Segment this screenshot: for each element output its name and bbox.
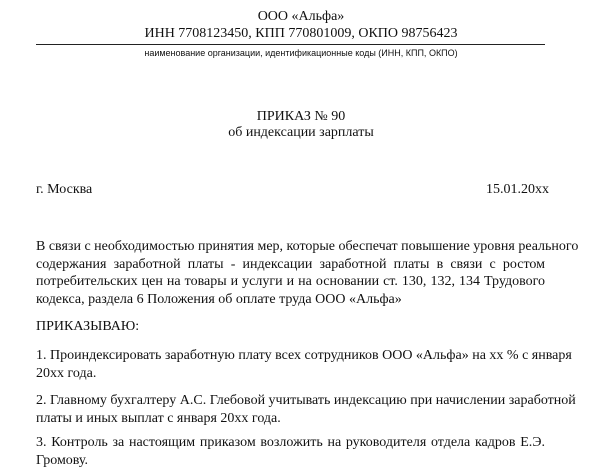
header-divider <box>36 44 545 45</box>
intro-line: потребительских цен на товары и услуги и на основании ст. 130, 132, 134 Трудового <box>36 274 545 289</box>
intro-paragraph <box>36 238 579 308</box>
organization-name: ООО «Альфа» <box>257 9 345 24</box>
order-city: г. Москва <box>36 182 93 197</box>
item-line: 1. Проиндексировать заработную плату всех сотрудников ООО «Альфа» на хх % с января <box>36 348 572 363</box>
organization-codes: ИНН 7708123450, КПП 770801009, ОКПО 98756423 <box>144 26 458 41</box>
item-line: платы и иных выплат с января 20хх года. <box>36 410 281 426</box>
order-directive: ПРИКАЗЫВАЮ: <box>36 319 140 334</box>
item-line: 3. Контроль за настоящим приказом возложить на руководителя отдела кадров Е.Э. <box>36 435 545 450</box>
intro-line: В связи с необходимостью принятия мер, которые обеспечат повышение уровня реального <box>36 239 579 254</box>
intro-line: кодекса, раздела 6 Положения об оплате труда ООО «Альфа» <box>36 291 402 307</box>
order-subtitle: об индексации зарплаты <box>228 125 374 140</box>
item-line: 20хх года. <box>36 365 97 381</box>
order-item-1 <box>36 347 572 382</box>
order-item-3 <box>36 434 545 469</box>
item-line: Громову. <box>36 452 89 468</box>
intro-line: содержания заработной платы - индексации заработной платы в связи с ростом <box>36 256 545 272</box>
item-line: 2. Главному бухгалтеру А.С. Глебовой учитывать индексацию при начислении заработной <box>36 393 576 408</box>
order-title: ПРИКАЗ № 90 <box>256 109 346 124</box>
order-item-2 <box>36 392 576 427</box>
order-date: 15.01.20хх <box>486 182 549 197</box>
header-caption: наименование организации, идентификационные коды (ИНН, КПП, ОКПО) <box>144 48 458 58</box>
